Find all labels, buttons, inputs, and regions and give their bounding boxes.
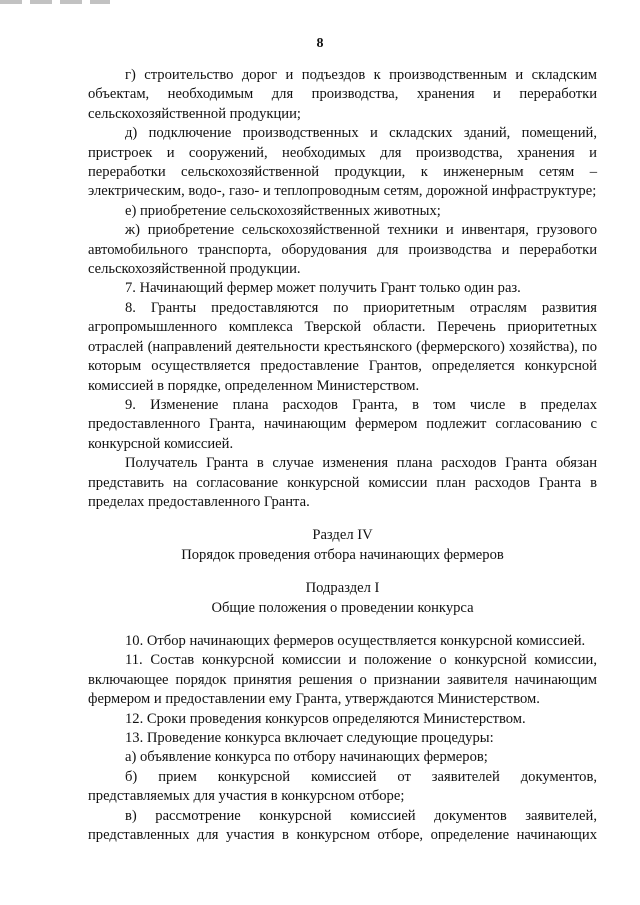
section-title: Порядок проведения отбора начинающих фермеров	[181, 546, 504, 563]
paragraph-item-d: д) подключение производственных и складских зданий, помещений, пристроек и сооружений, необходимых для производства, хранения и переработки сельскохозяйственной продукции, к инженерным сетям – электрическим, водо-, газо- и теплопроводным сетям, дорожной инфраструктуре;	[88, 125, 597, 200]
paragraph-12: 12. Сроки проведения конкурсов определяются Министерством.	[125, 710, 526, 727]
subsection-title: Общие положения о проведении конкурса	[211, 599, 474, 616]
paragraph-13-a: а) объявление конкурса по отбору начинающих фермеров;	[125, 749, 488, 766]
paragraph-13-v: в) рассмотрение конкурсной комиссией документов заявителей, представленных для участия в конкурсном отборе, определение начинающих	[88, 807, 597, 844]
subsection-label: Подраздел I	[305, 580, 380, 597]
paragraph-11: 11. Состав конкурсной комиссии и положение о конкурсной комиссии, включающее порядок принятия решения о признании заявителя начинающим фермером и предоставлении ему Гранта, утверждаются Министерством.	[88, 652, 597, 708]
document-body	[88, 66, 597, 845]
paragraph-13: 13. Проведение конкурса включает следующие процедуры:	[125, 730, 494, 746]
paragraph-10: 10. Отбор начинающих фермеров осуществляется конкурсной комиссией.	[125, 632, 586, 649]
paragraph-item-e: е) приобретение сельскохозяйственных животных;	[125, 202, 441, 219]
paragraph-13-b: б) прием конкурсной комиссией от заявителей документов, представляемых для участия в конкурсном отборе;	[88, 768, 597, 805]
paragraph-8: 8. Гранты предоставляются по приоритетным отраслям развития агропромышленного комплекса Тверской области. Перечень приоритетных отраслей (направлений деятельности крестьянского (фермерского) хозяйства), по которым осуществляется предоставление Грантов, определяется конкурсной комиссией в порядке, определенном Министерством.	[88, 299, 597, 394]
scan-artifact	[0, 0, 110, 4]
paragraph-9: 9. Изменение плана расходов Гранта, в том числе в пределах предоставленного Гранта, начинающим фермером подлежит согласованию с конкурсной комиссией.	[88, 396, 597, 452]
paragraph-7: 7. Начинающий фермер может получить Грант только один раз.	[125, 280, 521, 297]
paragraph-item-zh: ж) приобретение сельскохозяйственной техники и инвентаря, грузового автомобильного транспорта, оборудования для производства и переработки сельскохозяйственной продукции.	[88, 222, 597, 278]
paragraph-9-continued: Получатель Гранта в случае изменения плана расходов Гранта обязан представить на согласование конкурсной комиссии план расходов Гранта в пределах предоставленного Гранта.	[88, 455, 597, 510]
paragraph-item-g: г) строительство дорог и подъездов к производственным и складским объектам, необходимым для производства, хранения и переработки сельскохозяйственной продукции;	[88, 67, 597, 122]
section-label: Раздел IV	[312, 527, 373, 544]
page-number: 8	[316, 36, 324, 51]
